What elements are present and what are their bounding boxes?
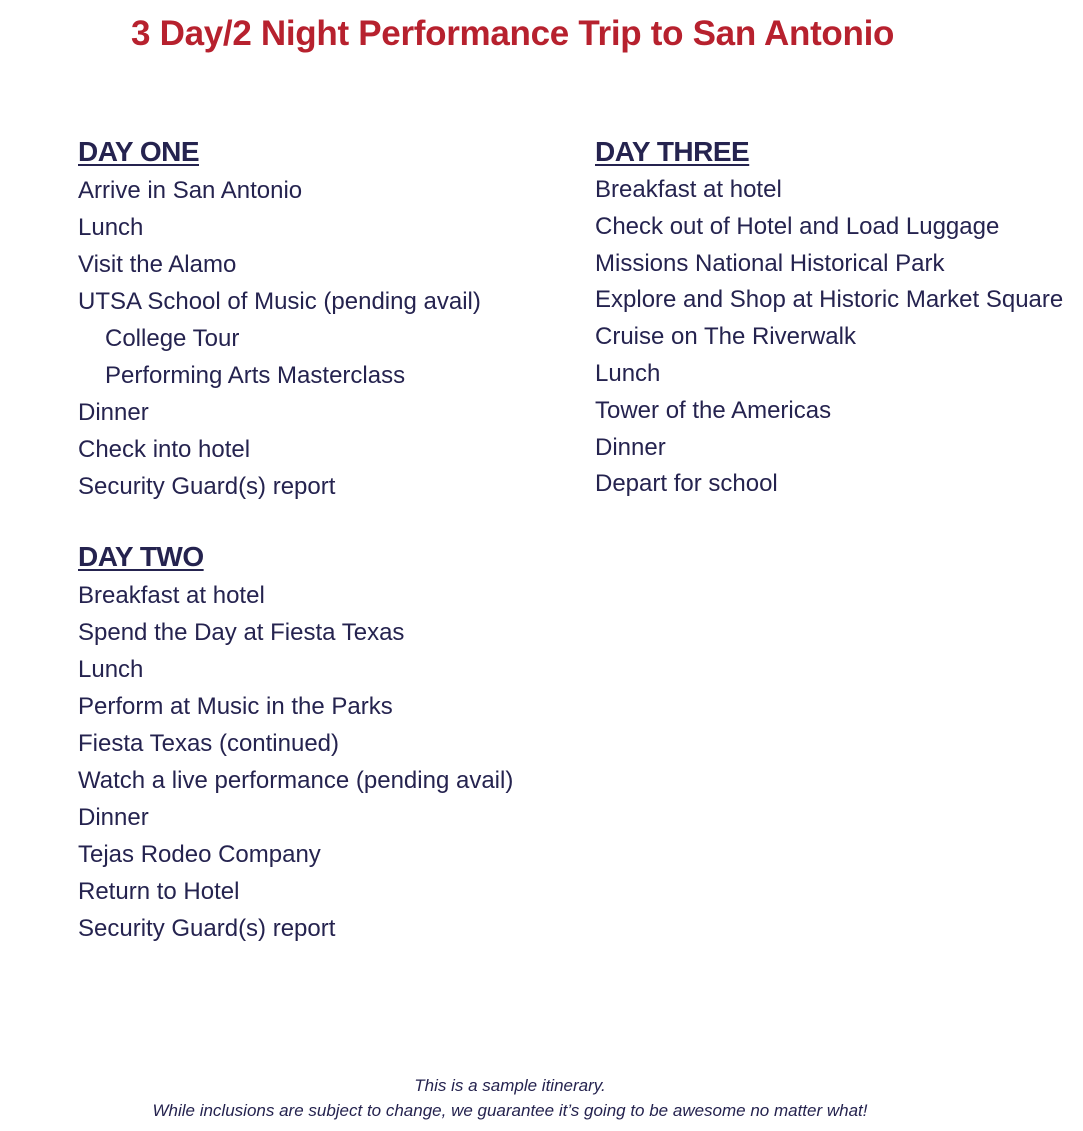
- list-item: Depart for school: [595, 470, 778, 498]
- list-item: UTSA School of Music (pending avail): [78, 288, 481, 315]
- list-item: Visit the Alamo: [78, 251, 237, 278]
- list-item: Cruise on The Riverwalk: [595, 323, 856, 351]
- footer-disclaimer: [0, 1073, 1020, 1123]
- list-item: Fiesta Texas (continued): [78, 730, 340, 757]
- list-item: Spend the Day at Fiesta Texas: [78, 619, 405, 646]
- list-item: Tower of the Americas: [595, 396, 832, 424]
- list-item: Tejas Rodeo Company: [78, 841, 321, 868]
- list-item: Perform at Music in the Parks: [78, 693, 393, 720]
- footer-line-sample: This is a sample itinerary.: [414, 1076, 606, 1095]
- day-two-list: [78, 577, 513, 947]
- list-item: Breakfast at hotel: [595, 176, 782, 203]
- day-one-section: [78, 134, 481, 505]
- page-title: 3 Day/2 Night Performance Trip to San Antonio: [131, 14, 895, 53]
- footer-line-guarantee: While inclusions are subject to change, we guarantee it’s going to be awesome no matter what!: [152, 1101, 868, 1120]
- list-item: Security Guard(s) report: [78, 915, 336, 942]
- list-item: Return to Hotel: [78, 878, 240, 905]
- day-one-heading: DAY ONE: [78, 136, 199, 167]
- list-item: Watch a live performance (pending avail): [78, 767, 514, 794]
- list-item: Lunch: [78, 214, 144, 241]
- list-subitem: College Tour: [105, 325, 240, 352]
- list-item: Dinner: [78, 399, 149, 426]
- list-item: Check into hotel: [78, 436, 251, 463]
- day-two-heading: DAY TWO: [78, 541, 204, 572]
- list-item: Lunch: [78, 656, 144, 683]
- list-item: Dinner: [78, 804, 149, 831]
- list-subitem: Performing Arts Masterclass: [105, 362, 406, 389]
- day-two-section: [78, 539, 513, 947]
- list-item: Explore and Shop at Historic Market Square: [595, 286, 1064, 314]
- day-one-list: [78, 172, 481, 505]
- list-item: Security Guard(s) report: [78, 473, 336, 500]
- list-item: Missions National Historical Park: [595, 249, 945, 277]
- day-three-list: [595, 172, 1063, 503]
- day-three-heading: DAY THREE: [595, 136, 750, 167]
- day-three-section: [595, 134, 1063, 503]
- list-item: Dinner: [595, 433, 666, 461]
- list-item: Check out of Hotel and Load Luggage: [595, 212, 1000, 240]
- list-item: Lunch: [595, 359, 661, 387]
- list-item: Breakfast at hotel: [78, 582, 265, 609]
- list-item: Arrive in San Antonio: [78, 177, 303, 204]
